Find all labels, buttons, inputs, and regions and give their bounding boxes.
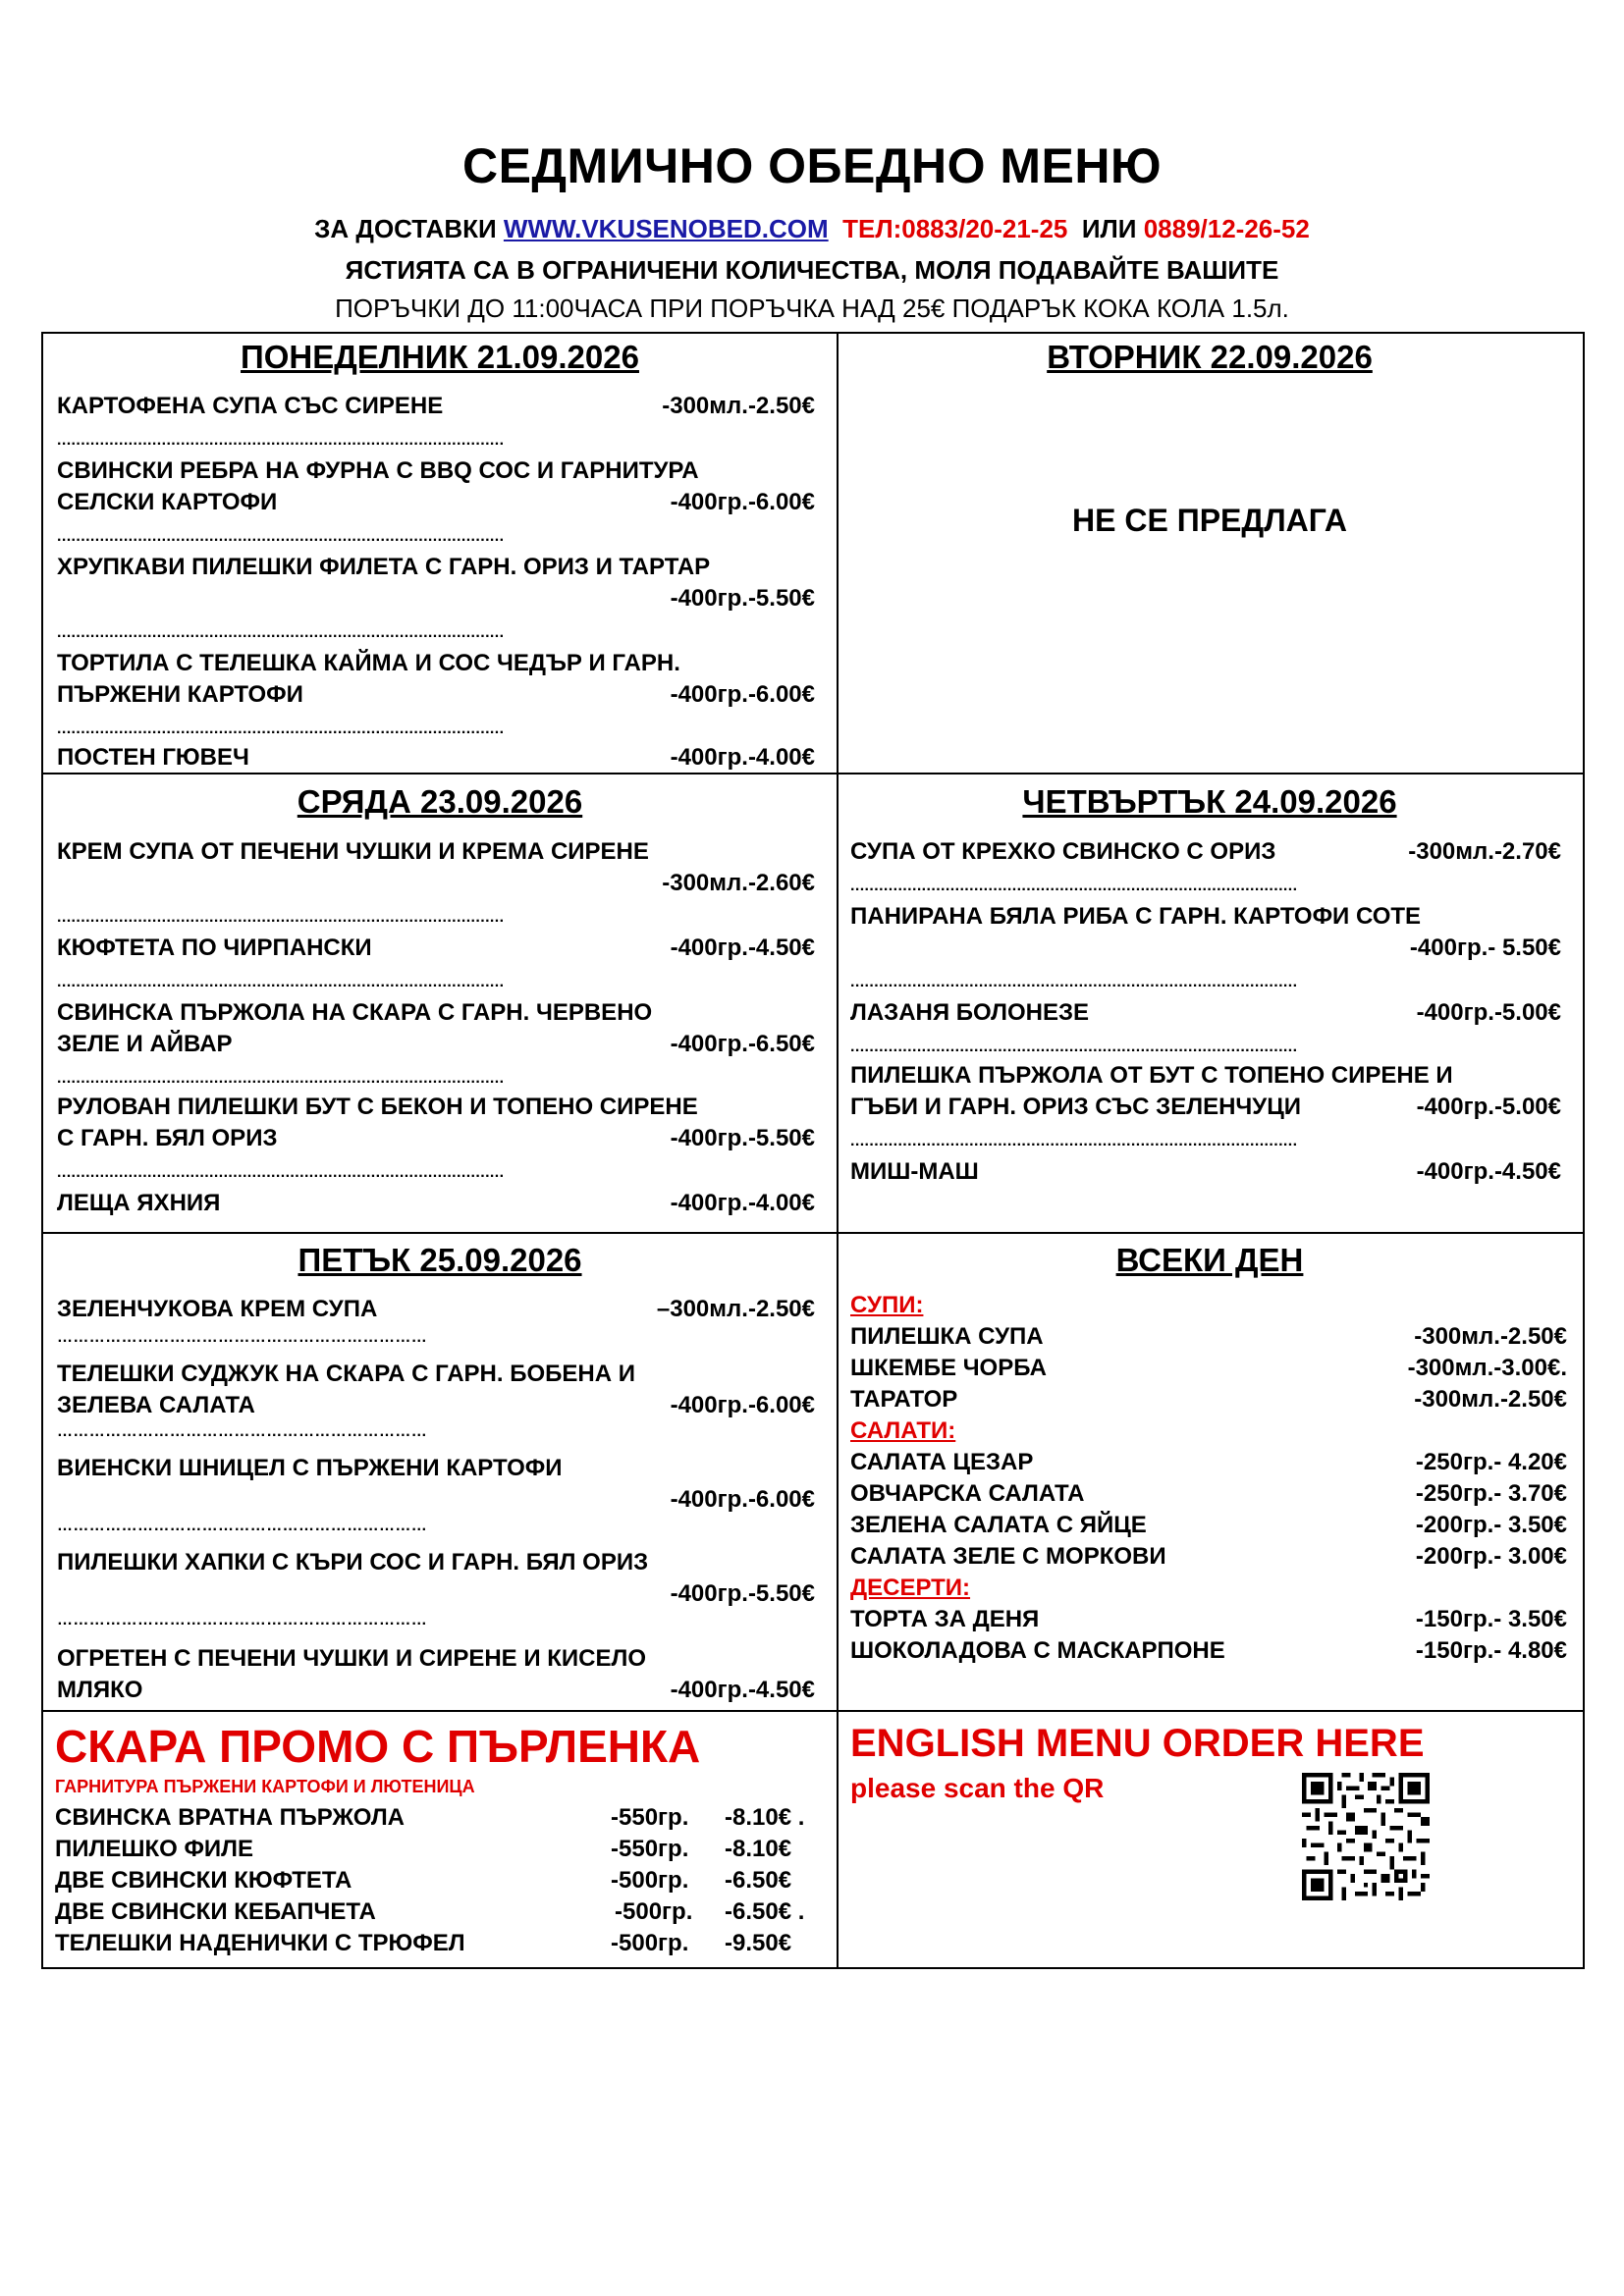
separator: .............................................................................................. (57, 974, 505, 990)
notice-line-2: ПОРЪЧКИ ДО 11:00ЧАСА ПРИ ПОРЪЧКА НАД 25€ ПОДАРЪК КОКА КОЛА 1.5л. (335, 294, 1289, 323)
item-price: -150гр.- 3.50€ (1415, 1606, 1567, 1632)
promo-price: -8.10€ . (725, 1804, 805, 1831)
menu-item: СЕЛСКИ КАРТОФИ (57, 489, 278, 515)
not-offered-note: НЕ СЕ ПРЕДЛАГА (1072, 503, 1347, 538)
menu-item: ТОРТА ЗА ДЕНЯ (850, 1606, 1040, 1632)
or-label: ИЛИ (1081, 214, 1137, 243)
promo-price: -6.50€ (725, 1867, 792, 1894)
menu-item: ПИЛЕШКА ПЪРЖОЛА ОТ БУТ С ТОПЕНО СИРЕНЕ И (850, 1062, 1453, 1089)
promo-weight: -500гр. (611, 1867, 689, 1894)
separator: …………………………………………………………… (57, 1518, 428, 1534)
menu-item: ОГРЕТЕН С ПЕЧЕНИ ЧУШКИ И СИРЕНЕ И КИСЕЛО (57, 1645, 646, 1672)
item-price: -200гр.- 3.00€ (1415, 1543, 1567, 1570)
menu-item: ТОРТИЛА С ТЕЛЕШКА КАЙМА И СОС ЧЕДЪР И ГАРН. (57, 650, 680, 676)
separator: .............................................................................................. (850, 1133, 1298, 1149)
menu-item: ПАНИРАНА БЯЛА РИБА С ГАРН. КАРТОФИ СОТЕ (850, 903, 1422, 930)
category-salads: САЛАТИ: (850, 1417, 956, 1444)
promo-item: ДВЕ СВИНСКИ КЮФТЕТА (55, 1867, 352, 1894)
qr-code-icon[interactable] (1302, 1773, 1430, 1900)
monday-title: ПОНЕДЕЛНИК 21.09.2026 (241, 339, 639, 375)
separator: .............................................................................................. (57, 1070, 505, 1087)
promo-weight: -500гр. (611, 1930, 689, 1956)
separator: …………………………………………………………… (57, 1612, 428, 1629)
separator: .............................................................................................. (57, 721, 505, 737)
menu-item: ПИЛЕШКИ ХАПКИ С КЪРИ СОС И ГАРН. БЯЛ ОРИЗ (57, 1549, 649, 1575)
menu-item: ЛАЗАНЯ БОЛОНЕЗЕ (850, 999, 1089, 1026)
menu-item: СВИНСКА ПЪРЖОЛА НА СКАРА С ГАРН. ЧЕРВЕНО (57, 999, 653, 1026)
separator: .............................................................................................. (850, 1039, 1298, 1055)
menu-item: МЛЯКО (57, 1677, 143, 1703)
item-price: -400гр.-6.00€ (670, 681, 815, 708)
menu-item: КРЕМ СУПА ОТ ПЕЧЕНИ ЧУШКИ И КРЕМА СИРЕНЕ (57, 838, 649, 865)
item-price: -200гр.- 3.50€ (1415, 1512, 1567, 1538)
item-price: -250гр.- 4.20€ (1415, 1449, 1567, 1475)
everyday-title: ВСЕКИ ДЕН (1115, 1242, 1304, 1278)
english-menu-subtitle: please scan the QR (850, 1773, 1105, 1803)
item-price: –300мл.-2.50€ (656, 1296, 815, 1322)
item-price: -400гр.-4.00€ (670, 1190, 815, 1216)
item-price: -400гр.-4.00€ (670, 744, 815, 771)
item-price: -400гр.-5.00€ (1416, 1094, 1561, 1120)
friday-title: ПЕТЪК 25.09.2026 (298, 1242, 582, 1278)
promo-weight: -550гр. (611, 1836, 689, 1862)
menu-item: ШКЕМБЕ ЧОРБА (850, 1355, 1047, 1381)
item-price: -400гр.-5.50€ (670, 1125, 815, 1151)
menu-item: СУПА ОТ КРЕХКО СВИНСКО С ОРИЗ (850, 838, 1276, 865)
separator: .............................................................................................. (850, 878, 1298, 894)
wednesday-title: СРЯДА 23.09.2026 (297, 783, 583, 820)
thursday-title: ЧЕТВЪРТЪК 24.09.2026 (1022, 783, 1397, 820)
menu-item: САЛАТА ЗЕЛЕ С МОРКОВИ (850, 1543, 1166, 1570)
promo-weight: -550гр. (611, 1804, 689, 1831)
grid-divider-vertical (837, 332, 839, 1967)
item-price: -400гр.-5.50€ (670, 1580, 815, 1607)
separator: …………………………………………………………… (57, 1423, 428, 1440)
tuesday-title: ВТОРНИК 22.09.2026 (1047, 339, 1373, 375)
separator: .............................................................................................. (57, 1164, 505, 1181)
menu-item: ТЕЛЕШКИ СУДЖУК НА СКАРА С ГАРН. БОБЕНА И (57, 1361, 635, 1387)
item-price: -400гр.-5.50€ (670, 585, 815, 612)
menu-item: ВИЕНСКИ ШНИЦЕЛ С ПЪРЖЕНИ КАРТОФИ (57, 1455, 563, 1481)
menu-item: ЗЕЛЕВА САЛАТА (57, 1392, 255, 1418)
grid-divider-3 (41, 1710, 1585, 1712)
item-price: -150гр.- 4.80€ (1415, 1637, 1567, 1664)
page-title: СЕДМИЧНО ОБЕДНО МЕНЮ (461, 138, 1163, 193)
category-soups: СУПИ: (850, 1292, 924, 1318)
menu-item: МИШ-МАШ (850, 1158, 979, 1185)
item-price: -400гр.-5.00€ (1416, 999, 1561, 1026)
grid-divider-1 (41, 773, 1585, 774)
item-price: -400гр.-6.00€ (670, 489, 815, 515)
menu-item: СВИНСКИ РЕБРА НА ФУРНА С BBQ СОС И ГАРНИТУРА (57, 457, 699, 484)
menu-item: ЗЕЛЕНЧУКОВА КРЕМ СУПА (57, 1296, 378, 1322)
menu-item: ТАРАТОР (850, 1386, 958, 1413)
menu-item: САЛАТА ЦЕЗАР (850, 1449, 1034, 1475)
category-desserts: ДЕСЕРТИ: (850, 1575, 971, 1601)
menu-item: ОВЧАРСКА САЛАТА (850, 1480, 1085, 1507)
item-price: -400гр.-6.00€ (670, 1392, 815, 1418)
promo-subtitle: ГАРНИТУРА ПЪРЖЕНИ КАРТОФИ И ЛЮТЕНИЦА (55, 1777, 475, 1796)
promo-price: -8.10€ (725, 1836, 792, 1862)
grid-divider-2 (41, 1232, 1585, 1234)
menu-item: ПЪРЖЕНИ КАРТОФИ (57, 681, 303, 708)
promo-item: СВИНСКА ВРАТНА ПЪРЖОЛА (55, 1804, 406, 1831)
separator: .............................................................................................. (57, 528, 505, 545)
notice-line-1: ЯСТИЯТА СА В ОГРАНИЧЕНИ КОЛИЧЕСТВА, МОЛЯ ПОДАВАЙТЕ ВАШИТЕ (345, 255, 1279, 285)
menu-item: ХРУПКАВИ ПИЛЕШКИ ФИЛЕТА С ГАРН. ОРИЗ И ТАРТАР (57, 554, 711, 580)
item-price: -400гр.-4.50€ (670, 1677, 815, 1703)
menu-item: КАРТОФЕНА СУПА СЪС СИРЕНЕ (57, 393, 444, 419)
phone-1: ТЕЛ:0883/20-21-25 (842, 214, 1068, 243)
separator: .............................................................................................. (850, 974, 1298, 990)
promo-price: -9.50€ (725, 1930, 792, 1956)
menu-item: С ГАРН. БЯЛ ОРИЗ (57, 1125, 278, 1151)
promo-price: -6.50€ . (725, 1898, 805, 1925)
delivery-line (0, 214, 1624, 244)
menu-item: ЛЕЩА ЯХНИЯ (57, 1190, 221, 1216)
menu-item: ГЪБИ И ГАРН. ОРИЗ СЪС ЗЕЛЕНЧУЦИ (850, 1094, 1301, 1120)
item-price: -300мл.-3.00€. (1407, 1355, 1567, 1381)
item-price: -400гр.-6.00€ (670, 1486, 815, 1513)
item-price: -300мл.-2.60€ (662, 870, 815, 896)
item-price: -300мл.-2.50€ (662, 393, 815, 419)
item-price: -400гр.-4.50€ (1416, 1158, 1561, 1185)
menu-item: ЗЕЛЕНА САЛАТА С ЯЙЦЕ (850, 1512, 1147, 1538)
menu-item: РУЛОВАН ПИЛЕШКИ БУТ С БЕКОН И ТОПЕНО СИРЕНЕ (57, 1094, 698, 1120)
english-menu-title: ENGLISH MENU ORDER HERE (850, 1722, 1425, 1765)
separator: .............................................................................................. (57, 624, 505, 641)
menu-item: КЮФТЕТА ПО ЧИРПАНСКИ (57, 934, 372, 961)
menu-item: ПИЛЕШКА СУПА (850, 1323, 1044, 1350)
separator: …………………………………………………………… (57, 1329, 428, 1346)
promo-item: ДВЕ СВИНСКИ КЕБАПЧЕТА (55, 1898, 376, 1925)
item-price: -300мл.-2.50€ (1414, 1386, 1567, 1413)
website-link[interactable]: WWW.VKUSENOBED.COM (503, 214, 829, 243)
item-price: -400гр.- 5.50€ (1409, 934, 1561, 961)
phone-2: 0889/12-26-52 (1143, 214, 1310, 243)
menu-item: ПОСТЕН ГЮВЕЧ (57, 744, 249, 771)
menu-item: ШОКОЛАДОВА С МАСКАРПОНЕ (850, 1637, 1225, 1664)
item-price: -250гр.- 3.70€ (1415, 1480, 1567, 1507)
item-price: -400гр.-6.50€ (670, 1031, 815, 1057)
separator: .............................................................................................. (57, 909, 505, 926)
promo-item: ПИЛЕШКО ФИЛЕ (55, 1836, 254, 1862)
separator: .............................................................................................. (57, 432, 505, 449)
menu-item: ЗЕЛЕ И АЙВАР (57, 1031, 233, 1057)
item-price: -300мл.-2.70€ (1408, 838, 1561, 865)
promo-item: ТЕЛЕШКИ НАДЕНИЧКИ С ТРЮФЕЛ (55, 1930, 465, 1956)
promo-weight: -500гр. (615, 1898, 693, 1925)
item-price: -400гр.-4.50€ (670, 934, 815, 961)
delivery-label: ЗА ДОСТАВКИ (314, 214, 497, 243)
item-price: -300мл.-2.50€ (1414, 1323, 1567, 1350)
promo-title: СКАРА ПРОМО С ПЪРЛЕНКА (55, 1721, 701, 1772)
